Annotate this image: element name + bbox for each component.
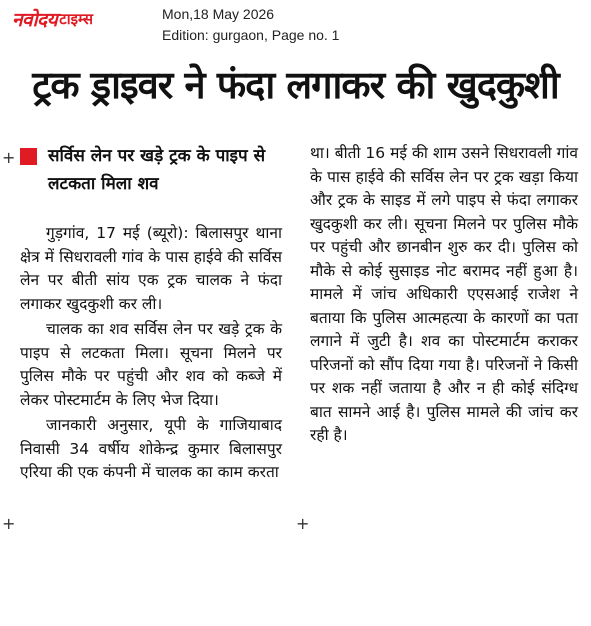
crop-mark-icon: +	[2, 148, 16, 167]
paragraph: जानकारी अनुसार, यूपी के गाजियाबाद निवासी 34 वर्षीय शोकेन्द्र कुमार बिलासपुर एरिया की एक कंपनी में चालक का काम करता	[20, 416, 282, 481]
crop-mark-icon: +	[296, 514, 310, 533]
crop-mark-icon: +	[2, 514, 16, 533]
article-body-left	[20, 222, 282, 487]
logo-main-text: नवोदय	[12, 9, 58, 31]
paragraph: था। बीती 16 मई की शाम उसने सिधरावली गांव के पास हाईवे की सर्विस लेन पर ट्रक खड़ा किया और ट्रक के साइड में लगे पाइप से फंदा लगाकर खुदकुशी कर ली। सूचना मिलने पर पुलिस मौके पर पहुंची और छानबीन शुरु कर दी। पुलिस को मौके से कोई सुसाइड नोट बरामद नहीं हुआ है। मामले में जांच अधिकारी एएसआई राजेश ने बताया कि पुलिस आत्महत्या के कारणों का पता लगाने में जुटी है। शव का पोस्टमार्टम कराकर परिजनों को सौंप दिया गया है। परिजनों ने किसी पर शक नहीं जताया है और न ही कोई संदिग्ध बात सामने आई है। पुलिस मामले की जांच कर रही है।	[310, 144, 578, 444]
article-headline: ट्रक ड्राइवर ने फंदा लगाकर की खुदकुशी	[32, 63, 559, 107]
logo-sub-text: टाइम्स	[59, 10, 93, 28]
newspaper-logo[interactable]	[12, 6, 93, 32]
date-line: Mon,18 May 2026	[162, 6, 275, 22]
article-subheadline: सर्विस लेन पर खड़े ट्रक के पाइप से लटकता मिला शव	[48, 146, 266, 194]
bullet-square-icon	[20, 148, 37, 165]
article-body-right	[310, 142, 578, 450]
edition-line: Edition: gurgaon, Page no. 1	[162, 27, 340, 43]
edition-meta	[162, 4, 339, 46]
paragraph: चालक का शव सर्विस लेन पर खड़े ट्रक के पाइप से लटकता मिला। सूचना मिलने पर पुलिस मौके पर पहुंची और शव को कब्जे में लेकर पोस्टमार्टम के लिए भेज दिया।	[20, 320, 282, 409]
paragraph: गुड़गांव, 17 मई (ब्यूरो): बिलासपुर थाना क्षेत्र में सिधरावली गांव के पास हाईवे की सर्विस लेन पर बीती सांय एक ट्रक चालक ने फंदा लगाकर खुदकुशी कर ली।	[20, 224, 282, 313]
masthead	[0, 0, 591, 50]
